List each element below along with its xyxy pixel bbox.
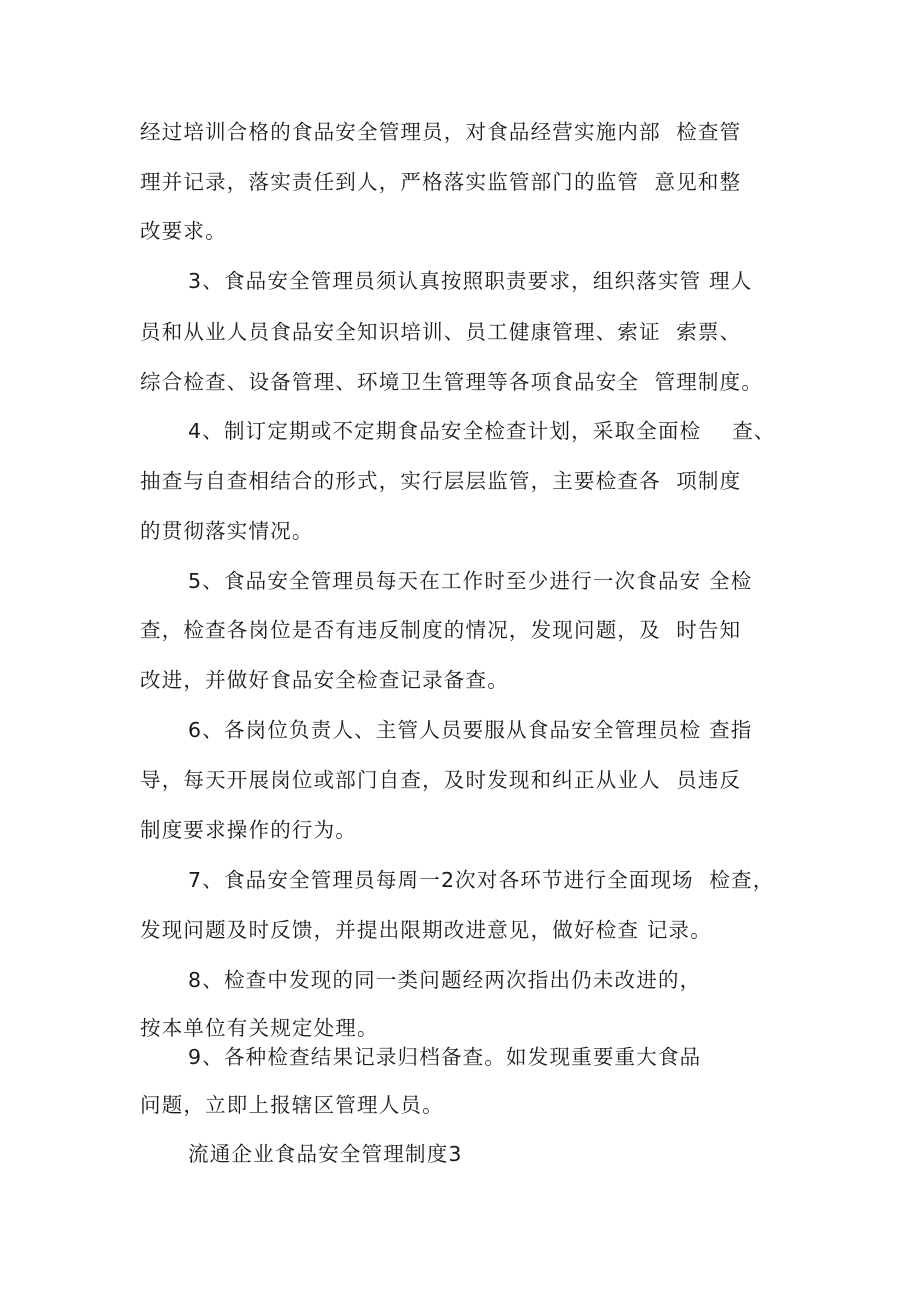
text-line: 综合检查、设备管理、环境卫生管理等各项食品安全 管理制度。 — [140, 370, 764, 394]
text-line: 发现问题及时反馈，并提出限期改进意见，做好检查 记录。 — [140, 918, 712, 942]
text-line: 经过培训合格的食品安全管理员，对食品经营实施内部 检查管 — [140, 120, 742, 144]
text-line: 5、食品安全管理员每天在工作时至少进行一次食品安 全检 — [188, 569, 753, 593]
text-line: 3、食品安全管理员须认真按照职责要求，组织落实管 理人 — [188, 269, 753, 293]
text-line: 理并记录，落实责任到人，严格落实监管部门的监管 意见和整 — [140, 170, 742, 194]
text-line: 6、各岗位负责人、主管人员要服从食品安全管理员检 查指 — [188, 718, 753, 742]
text-line: 的贯彻落实情况。 — [140, 519, 314, 543]
text-line: 制度要求操作的行为。 — [140, 818, 357, 842]
text-line: 导，每天开展岗位或部门自查，及时发现和纠正从业人 员违反 — [140, 768, 742, 792]
text-line: 改要求。 — [140, 219, 227, 243]
text-line: 问题，立即上报辖区管理人员。 — [140, 1093, 444, 1117]
text-line: 8、检查中发现的同一类问题经两次指出仍未改进的， — [188, 968, 702, 992]
text-line: 员和从业人员食品安全知识培训、员工健康管理、索证 索票、 — [140, 320, 742, 344]
text-line: 按本单位有关规定处理。 — [140, 1016, 379, 1040]
text-line: 4、制订定期或不定期食品安全检查计划，采取全面检 查、 — [188, 419, 776, 443]
section-title: 流通企业食品安全管理制度3 — [188, 1142, 463, 1166]
text-line: 7、食品安全管理员每周一2次对各环节进行全面现场 检查， — [188, 868, 775, 892]
text-line: 9、各种检查结果记录归档备查。如发现重要重大食品 — [188, 1045, 702, 1069]
text-line: 改进，并做好食品安全检查记录备查。 — [140, 668, 509, 692]
text-line: 抽查与自查相结合的形式，实行层层监管，主要检查各 项制度 — [140, 469, 742, 493]
text-line: 查，检查各岗位是否有违反制度的情况，发现问题，及 时告知 — [140, 618, 742, 642]
